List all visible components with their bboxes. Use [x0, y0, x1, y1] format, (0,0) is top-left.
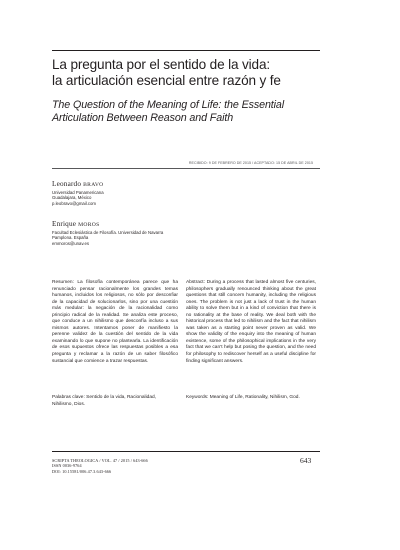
- author-first-name: Leonardo: [52, 180, 82, 188]
- author-name: [52, 220, 163, 230]
- keywords-spanish-text: Sentido de la vida, Racionalidad, Nihilismo, Dios.: [52, 395, 157, 407]
- keywords-english-label: Keywords:: [186, 395, 209, 400]
- author-location: Guadalajara, México: [52, 195, 92, 201]
- journal-citation: SCRIPTA THEOLOGICA / VOL. 47 / 2015 / 643-666: [52, 458, 148, 463]
- author-affiliation: Facultad Eclesiástica de Filosofía. Universidad de Navarra: [52, 230, 164, 235]
- title-spanish-line-2: la articulación esencial entre razón y fe: [52, 72, 281, 88]
- dates-rule: [52, 168, 320, 169]
- top-rule: [52, 50, 320, 51]
- author-affiliation: Universidad Panamericana: [52, 190, 104, 195]
- author-location: Pamplona. España: [52, 235, 89, 241]
- author-name: [52, 180, 104, 190]
- abstract-spanish-text: La filosofía contemporánea parece que ha renunciado pensar racionalmente los grandes temas humanos, incluidos los religiosos, no sólo por desconfiar de la capacidad de solucionarlos, sino por una cuestión más medular: la negación de la racionalidad como principio radical de la realidad. Se analiza este proceso, que conduce a un nihilismo que desconfía incluso a sus mismos autores. Intentamos poner de manifiesto la perenne validez de la cuestión del sentido de la vida examinando lo que supone no plantearla. La identificación de esos supuestos ofrece las respuestas posibles a esa pregunta y reclamar a la razón de un saber filosófico sustancial que comience a trazar respuestas.: [52, 280, 178, 364]
- keywords-spanish: [52, 395, 178, 408]
- author-last-name: MOROS: [78, 222, 100, 228]
- title-spanish: [52, 57, 327, 88]
- abstract-spanish-label: Resumen:: [52, 280, 74, 285]
- author-last-name: BRAVO: [83, 182, 104, 188]
- abstract-spanish: [52, 280, 178, 365]
- journal-doi: DOI: 10.15581/006.47.3.643-666: [52, 468, 112, 474]
- author-block: [52, 180, 104, 206]
- author-email: p.leobravo@gmail.com: [52, 200, 97, 206]
- journal-issn: ISSN 0036-9764: [52, 463, 82, 469]
- abstract-english: [186, 280, 316, 365]
- author-block: [52, 220, 163, 246]
- keywords-english-text: Meaning of Life, Rationality, Nihilism, God.: [209, 395, 300, 400]
- footer-rule: [52, 451, 320, 452]
- author-email: emmoros@unav.es: [52, 240, 89, 246]
- page-number: 643: [300, 456, 312, 465]
- keywords-english: [186, 395, 316, 402]
- abstract-english-text: During a process that lasted almost five centuries, philosophers gradually renounced thinking about the great questions that still concern humanity, including the religious ones. The problem is not just a lack of trust in the human ability to solve them but in a kind of conviction that there is no rationality at the base of reality. We deal both with the historical process that led to nihilism and the fact that nihilism was taken as a starting point never proven as valid. We show the validity of the enquiry into the meaning of human existence, some of the philosophical implications in the very fact that we can’t help but posing the question, and the need for philosophy to rediscover herself as a useful discipline for finding significant answers.: [186, 280, 316, 364]
- journal-footer: [52, 458, 148, 474]
- title-english-line-2: Articulation Between Reason and Faith: [52, 112, 234, 124]
- author-first-name: Enrique: [52, 220, 77, 228]
- abstract-english-label: Abstract:: [186, 280, 205, 285]
- keywords-spanish-label: Palabras clave:: [52, 395, 85, 400]
- title-spanish-line-1: La pregunta por el sentido de la vida:: [52, 57, 270, 72]
- received-accepted-dates: RECIBIDO: 9 DE FEBRERO DE 2015 / ACEPTADO: 15 DE ABRIL DE 2015: [188, 161, 313, 165]
- title-english: [52, 99, 327, 125]
- title-english-line-1: The Question of the Meaning of Life: the Essential: [52, 99, 285, 111]
